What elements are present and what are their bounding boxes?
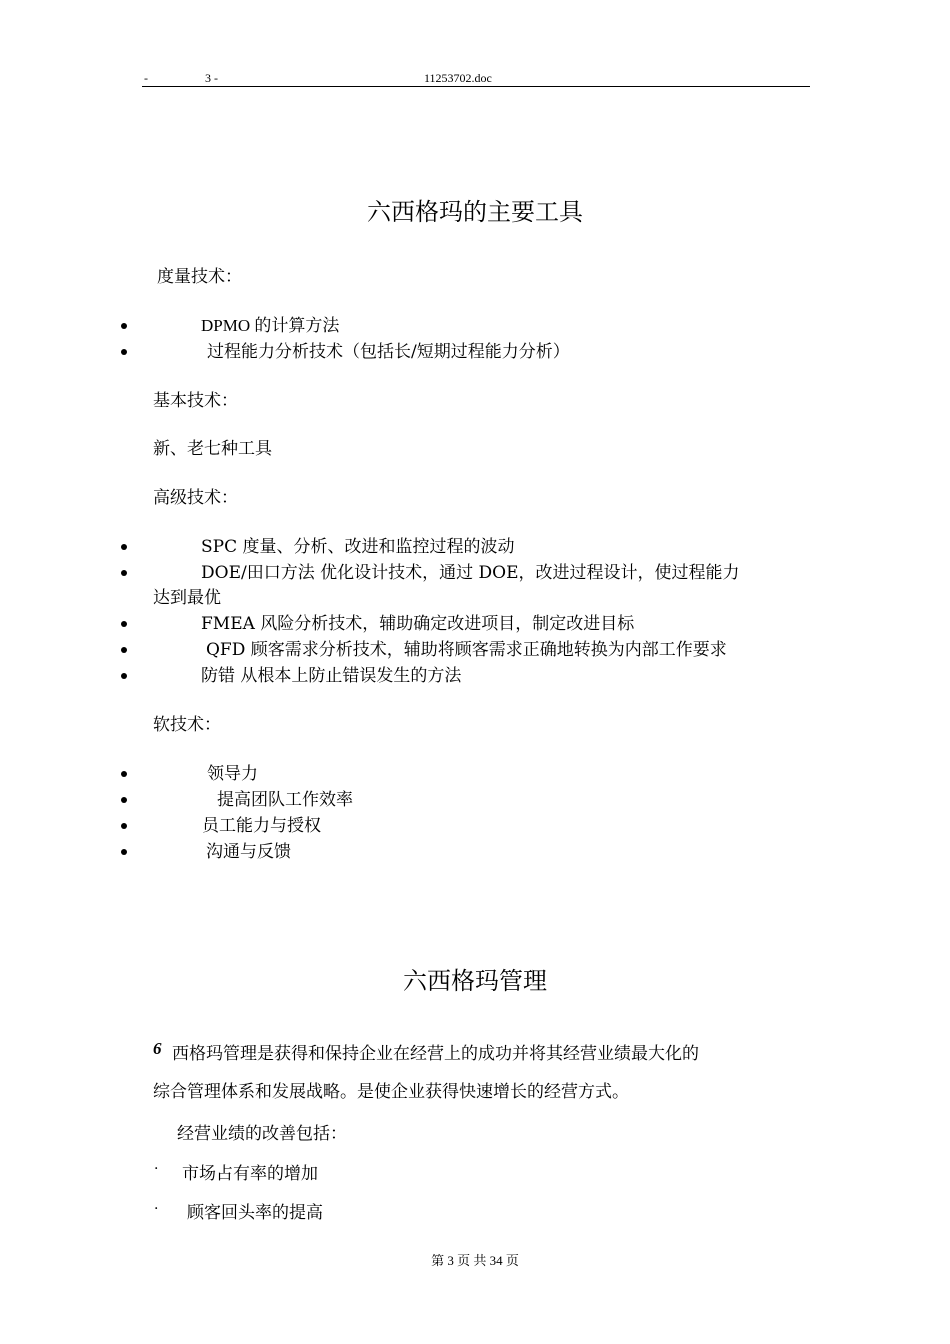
soft-item-empowerment: 员工能力与授权 [202, 816, 321, 836]
section-title-management: 六西格玛管理 [403, 967, 547, 995]
improve-item-retention: 顾客回头率的提高 [187, 1203, 323, 1223]
header-rule [142, 86, 810, 87]
section-title-tools: 六西格玛的主要工具 [367, 198, 583, 226]
advanced-item-spc: SPC 度量、分析、改进和监控过程的波动 [201, 537, 515, 557]
improve-label: 经营业绩的改善包括： [177, 1124, 347, 1144]
bullet-icon [121, 673, 127, 679]
soft-label: 软技术： [153, 715, 221, 735]
bullet-icon [121, 621, 127, 627]
measure-item-2: 过程能力分析技术（包括长/短期过程能力分析） [207, 342, 570, 362]
header-dash: - [144, 71, 148, 85]
para-lead-number: 6 [153, 1039, 162, 1058]
basic-label: 基本技术： [153, 391, 238, 411]
bullet-icon [121, 570, 127, 576]
bullet-icon [121, 797, 127, 803]
dot-icon: · [154, 1161, 159, 1177]
bullet-icon [121, 544, 127, 550]
soft-item-teamwork: 提高团队工作效率 [217, 790, 353, 810]
advanced-label: 高级技术： [153, 488, 238, 508]
bullet-icon [121, 849, 127, 855]
header-filename: 11253702.doc [424, 71, 492, 85]
measure-item-1: DPMO 的计算方法 [201, 316, 340, 335]
bullet-icon [121, 771, 127, 777]
bullet-icon [121, 647, 127, 653]
measure-label: 度量技术： [157, 267, 242, 287]
para-line-2: 综合管理体系和发展战略。是使企业获得快速增长的经营方式。 [153, 1082, 629, 1102]
soft-item-leadership: 领导力 [207, 764, 258, 784]
advanced-item-poka-yoke: 防错 从根本上防止错误发生的方法 [201, 666, 462, 686]
bullet-icon [121, 823, 127, 829]
bullet-icon [121, 349, 127, 355]
basic-text: 新、老七种工具 [153, 439, 272, 459]
header-page-marker: 3 - [205, 71, 218, 85]
improve-item-market-share: 市场占有率的增加 [182, 1164, 318, 1184]
para-line-1: 西格玛管理是获得和保持企业在经营上的成功并将其经营业绩最大化的 [172, 1044, 699, 1064]
bullet-icon [121, 323, 127, 329]
soft-item-communication: 沟通与反馈 [206, 842, 291, 862]
advanced-item-doe: DOE/田口方法 优化设计技术，通过 DOE，改进过程设计，使过程能力 [201, 563, 740, 583]
page-footer: 第 3 页 共 34 页 [431, 1253, 519, 1268]
advanced-item-qfd: QFD 顾客需求分析技术，辅助将顾客需求正确地转换为内部工作要求 [206, 640, 727, 660]
advanced-item-fmea: FMEA 风险分析技术，辅助确定改进项目，制定改进目标 [201, 614, 635, 634]
dot-icon: · [154, 1201, 159, 1217]
advanced-item-doe-cont: 达到最优 [153, 588, 221, 608]
